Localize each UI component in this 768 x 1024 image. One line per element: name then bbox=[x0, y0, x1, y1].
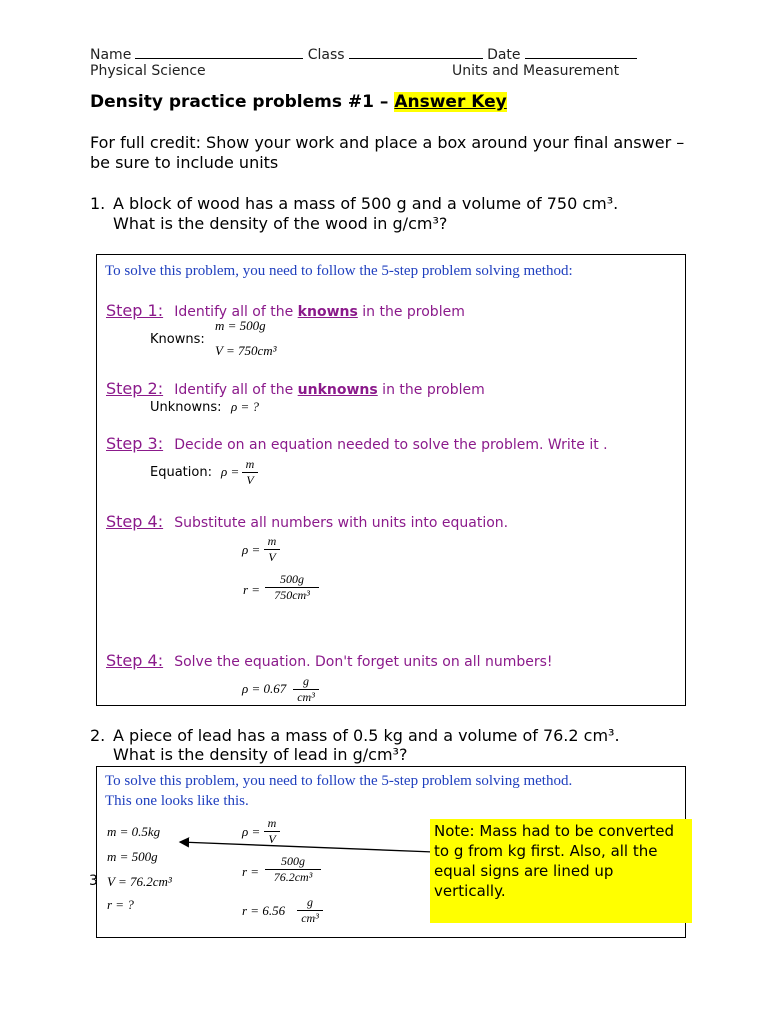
unknowns-label: Unknowns: bbox=[150, 400, 222, 415]
equation-lhs: ρ = bbox=[221, 464, 240, 479]
equation-denominator: V bbox=[246, 473, 254, 487]
name-label: Name bbox=[90, 47, 132, 63]
step5-label: Step 4: bbox=[106, 651, 164, 670]
substitute-lhs-2: r = bbox=[243, 582, 261, 597]
date-label: Date bbox=[487, 47, 521, 63]
instructions: For full credit: Show your work and place a box around your final answer – be sure to include units bbox=[90, 133, 685, 172]
substitute-denominator-1: V bbox=[268, 550, 276, 564]
step1-label: Step 1: bbox=[106, 301, 164, 320]
title-answer-key: Answer Key bbox=[394, 92, 507, 112]
step2-text: Identify all of the unknowns in the problem bbox=[174, 382, 485, 398]
step1-text: Identify all of the knowns in the problem bbox=[174, 304, 465, 320]
substitute2-numerator: 500g bbox=[265, 854, 321, 870]
substitute-denominator-2: 750cm³ bbox=[274, 588, 310, 602]
unit-name: Units and Measurement bbox=[452, 63, 620, 79]
box2-intro-1: To solve this problem, you need to follow the 5-step problem solving method. bbox=[105, 773, 573, 789]
step5-text: Solve the equation. Don't forget units on all numbers! bbox=[174, 654, 553, 670]
course-name: Physical Science bbox=[90, 63, 206, 79]
answer2-numerator: g bbox=[297, 895, 323, 911]
answer1-lhs: ρ = 0.67 bbox=[242, 681, 287, 696]
class-label: Class bbox=[307, 47, 345, 63]
substitute-lhs-1: ρ = bbox=[242, 542, 261, 557]
known-volume-2: V = 76.2cm³ bbox=[107, 874, 172, 889]
step4-text: Substitute all numbers with units into equation. bbox=[174, 515, 509, 531]
equation2-numerator: m bbox=[264, 816, 280, 832]
substitute-numerator-2: 500g bbox=[265, 572, 319, 588]
answer1-numerator: g bbox=[293, 674, 319, 690]
known-mass: m = 500g bbox=[215, 318, 266, 333]
answer2-lhs: r = 6.56 bbox=[242, 903, 286, 918]
answer2-denominator: cm³ bbox=[301, 911, 319, 925]
equation2-lhs: ρ = bbox=[242, 824, 261, 839]
problem1-line2: What is the density of the wood in g/cm³? bbox=[113, 214, 448, 233]
known-volume: V = 750cm³ bbox=[215, 343, 277, 358]
equation-numerator: m bbox=[242, 457, 258, 473]
stray-number: 3 bbox=[89, 873, 98, 889]
step2-label: Step 2: bbox=[106, 379, 164, 398]
box2-intro-2: This one looks like this. bbox=[105, 793, 249, 809]
title-main: Density practice problems #1 – bbox=[90, 92, 395, 112]
unknown-density-2: r = ? bbox=[107, 897, 134, 912]
substitute2-denominator: 76.2cm³ bbox=[273, 870, 313, 884]
problem2-number: 2. bbox=[90, 726, 106, 745]
equation-label: Equation: bbox=[150, 465, 212, 480]
unknown-density: ρ = ? bbox=[231, 399, 260, 414]
answer1-denominator: cm³ bbox=[297, 690, 315, 704]
box1-intro: To solve this problem, you need to follow the 5-step problem solving method: bbox=[105, 263, 573, 279]
step3-text: Decide on an equation needed to solve the problem. Write it . bbox=[174, 437, 608, 453]
step4-label: Step 4: bbox=[106, 512, 164, 531]
substitute-numerator-1: m bbox=[264, 534, 280, 550]
problem1-number: 1. bbox=[90, 194, 106, 213]
arrow-line bbox=[180, 842, 434, 852]
known-mass-g: m = 500g bbox=[107, 849, 158, 864]
problem2-line1: A piece of lead has a mass of 0.5 kg and a volume of 76.2 cm³. bbox=[113, 726, 620, 745]
equation2-denominator: V bbox=[268, 832, 276, 846]
substitute2-lhs: r = bbox=[242, 864, 260, 879]
known-mass-kg: m = 0.5kg bbox=[107, 824, 161, 839]
step3-label: Step 3: bbox=[106, 434, 164, 453]
knowns-label: Knowns: bbox=[150, 332, 205, 347]
problem1-line1: A block of wood has a mass of 500 g and a volume of 750 cm³. bbox=[113, 194, 619, 213]
note-callout: Note: Mass had to be converted to g from kg first. Also, all the equal signs are lined up vertically. bbox=[430, 819, 692, 923]
problem2-line2: What is the density of lead in g/cm³? bbox=[113, 745, 408, 764]
